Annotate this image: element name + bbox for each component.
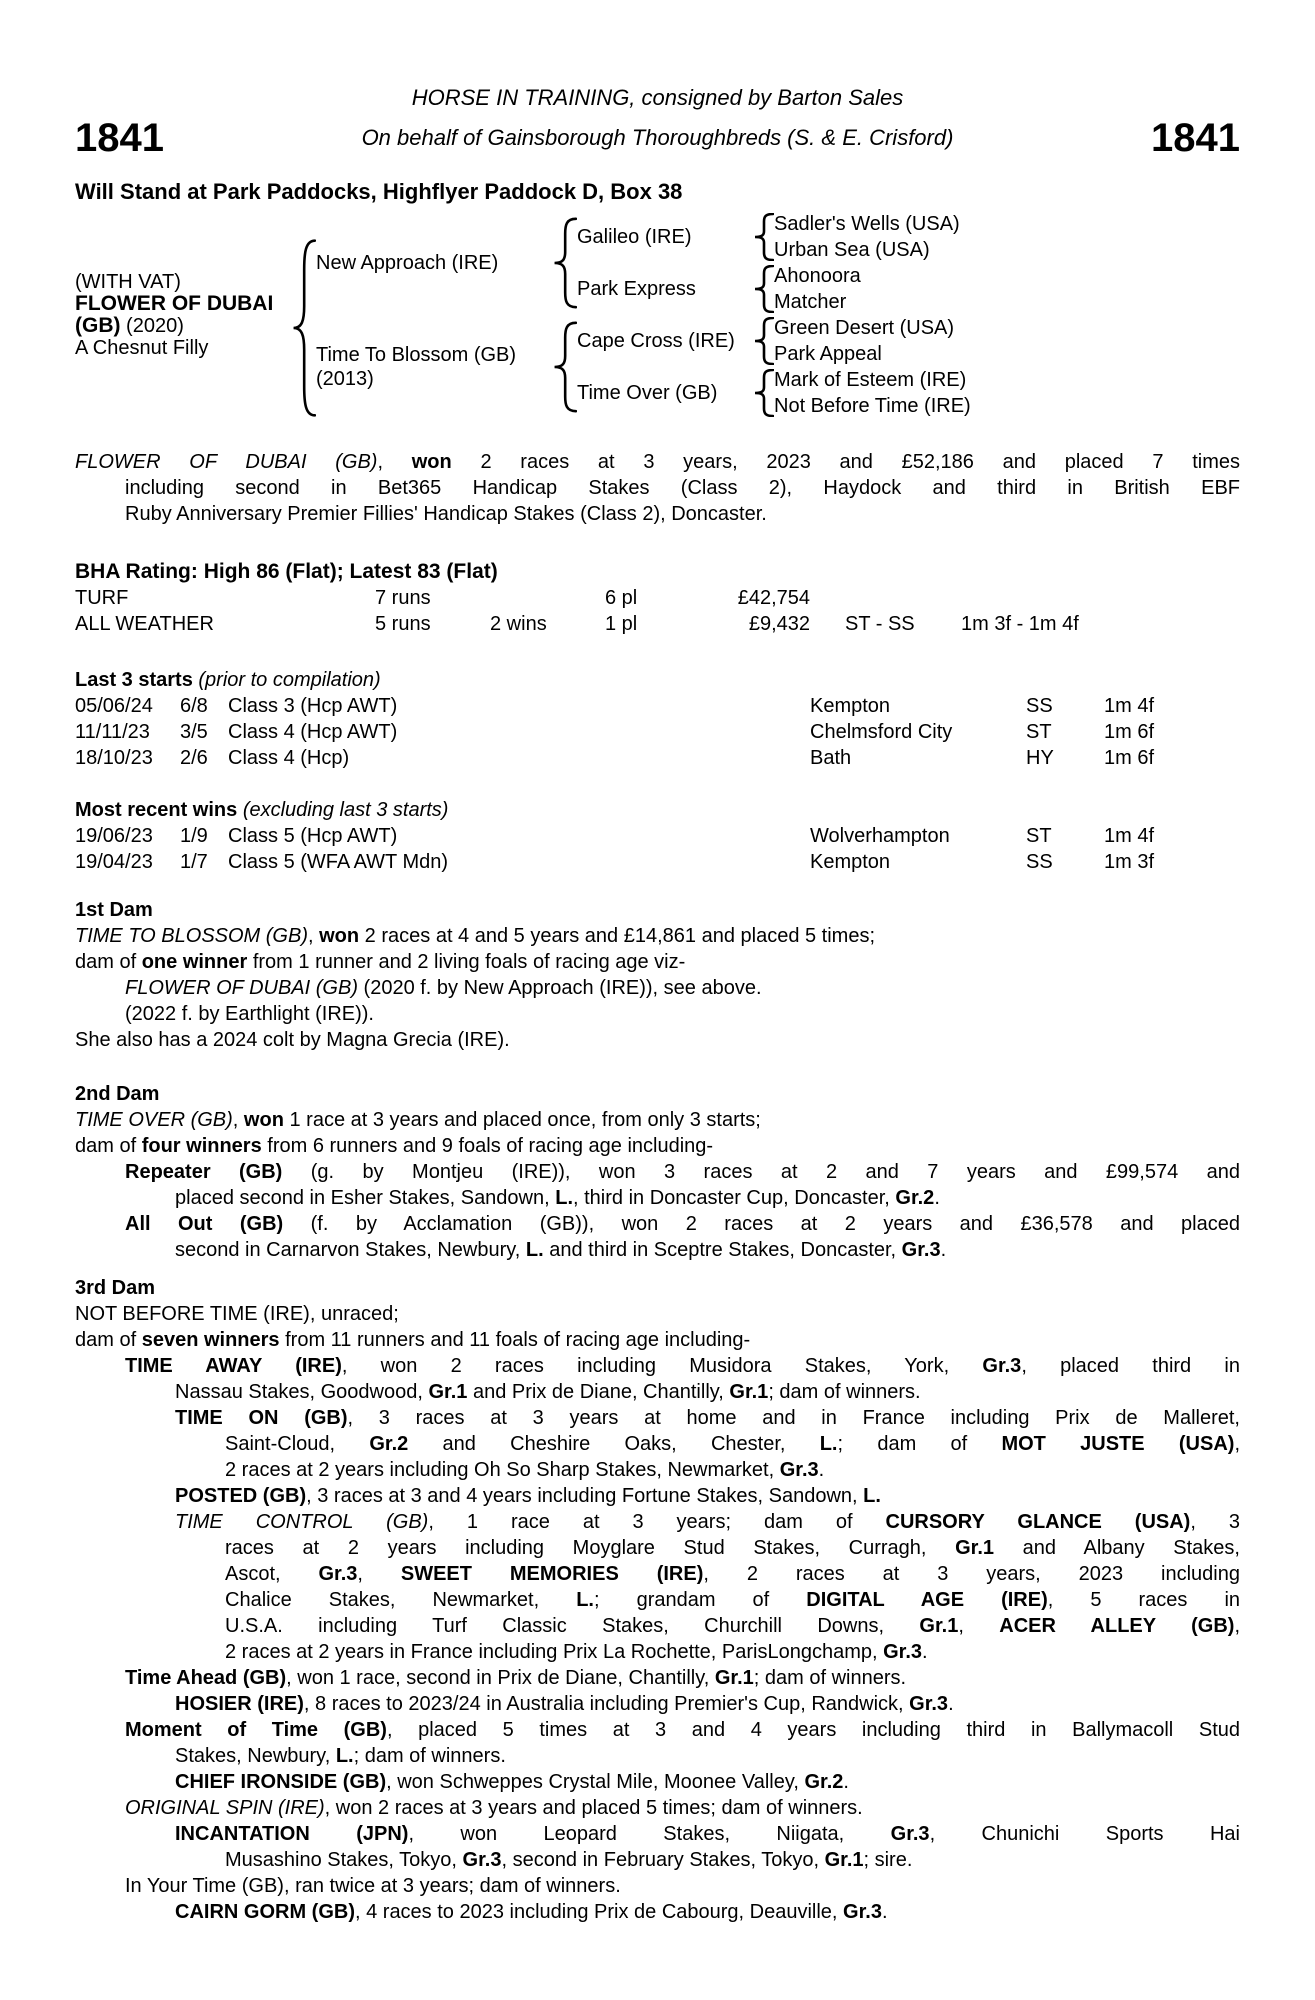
section-heading <box>75 1081 1240 1107</box>
text-line <box>75 1483 1240 1509</box>
text-segment: , <box>1234 1615 1241 1637</box>
text-line <box>75 1211 1240 1237</box>
text-segment: 2 races at 4 and 5 years and £14,861 and placed 5 times; <box>359 925 876 947</box>
text-segment: 2nd Dam <box>75 1083 160 1105</box>
cell-going: ST - SS <box>845 613 915 635</box>
text-segment: won <box>411 451 452 473</box>
text-line <box>75 1639 1240 1665</box>
cell-wins <box>490 585 605 611</box>
text-segment: CAIRN GORM (GB) <box>175 1901 355 1923</box>
text-segment: Gr.3 <box>843 1901 882 1923</box>
text-segment: INCANTATION (JPN) <box>175 1823 409 1845</box>
cell-date: 18/10/23 <box>75 747 153 769</box>
cell-going: ST <box>1026 721 1052 743</box>
cell-pos: 1/9 <box>180 825 208 847</box>
text-line <box>75 1405 1240 1431</box>
text-line <box>75 1847 1240 1873</box>
text-segment: . <box>948 1693 954 1715</box>
text-segment: , 3 races at 3 years at home and in France including Prix de Malleret, <box>347 1407 1240 1429</box>
text-segment: , 4 races to 2023 including Prix de Cabourg, Deauville, <box>354 1901 844 1923</box>
text-segment: , won 2 races at 3 years and placed 5 times; dam of winners. <box>324 1797 863 1819</box>
text-line <box>75 1587 1240 1613</box>
text-segment: . <box>922 1641 928 1663</box>
text-segment: L. <box>335 1745 354 1767</box>
text-segment: , won Schweppes Crystal Mile, Moonee Valley, <box>386 1771 805 1793</box>
text-segment: ; dam of <box>837 1433 1002 1455</box>
cell-track: Kempton <box>810 695 891 717</box>
dam-dam-name: Time Over (GB) <box>577 382 718 404</box>
text-segment: (2022 f. by Earthlight (IRE)). <box>125 1003 374 1025</box>
text-line <box>75 1795 1240 1821</box>
text-line <box>75 1185 1240 1211</box>
text-segment: FLOWER OF DUBAI (GB) <box>75 451 378 473</box>
text-segment: won <box>319 925 360 947</box>
lot-number-left: 1841 <box>75 116 164 160</box>
cell-pos: 1/7 <box>180 851 208 873</box>
text-segment: Nassau Stakes, Goodwood, <box>175 1381 429 1403</box>
text-segment: L. <box>576 1589 594 1611</box>
text-segment: Gr.1 <box>955 1537 994 1559</box>
section-heading <box>75 1275 1240 1301</box>
text-segment: 1 race at 3 years and placed once, from only 3 starts; <box>283 1109 761 1131</box>
text-segment: L. <box>863 1485 881 1507</box>
text-segment: ; dam of winners. <box>753 1667 907 1689</box>
text-segment: Stakes, Newbury, <box>175 1745 336 1767</box>
text-segment: Most recent wins <box>75 799 238 821</box>
table-row <box>75 719 1240 745</box>
text-line <box>75 1001 1240 1027</box>
text-line <box>75 1457 1240 1483</box>
text-segment: , <box>377 451 412 473</box>
text-segment: Chalice Stakes, Newmarket, <box>225 1589 577 1611</box>
text-line <box>75 1107 1240 1133</box>
cell-date: 19/04/23 <box>75 851 153 873</box>
text-segment: 2 races at 2 years including Oh So Sharp Stakes, Newmarket, <box>225 1459 780 1481</box>
text-segment: , <box>232 1109 244 1131</box>
cell-track: Kempton <box>810 851 891 873</box>
text-segment: Ruby Anniversary Premier Fillies' Handicap Stakes (Class 2), Doncaster. <box>125 503 767 525</box>
text-segment: L. <box>555 1187 574 1209</box>
text-segment: Gr.2 <box>895 1187 935 1209</box>
text-segment: Gr.3 <box>890 1823 930 1845</box>
text-segment: Musashino Stakes, Tokyo, <box>225 1849 463 1871</box>
text-segment: from 11 runners and 11 foals of racing age including- <box>279 1329 751 1351</box>
cell-date: 05/06/24 <box>75 695 153 717</box>
text-segment: SWEET MEMORIES (IRE) <box>400 1563 704 1585</box>
text-segment: ACER ALLEY (GB) <box>999 1615 1235 1637</box>
gen4-name: Urban Sea (USA) <box>774 239 930 261</box>
text-segment: Saint-Cloud, <box>225 1433 370 1455</box>
text-segment: (excluding last 3 starts) <box>237 799 449 821</box>
text-segment: , <box>308 925 320 947</box>
text-segment: . <box>881 1901 888 1923</box>
text-segment: including second in Bet365 Handicap Stakes (Class 2), Haydock and third in British EBF <box>125 477 1240 499</box>
text-line <box>75 975 1240 1001</box>
dam-name: Time To Blossom (GB) <box>316 344 517 366</box>
text-segment: Ascot, <box>225 1563 319 1585</box>
text-line <box>75 1535 1240 1561</box>
text-segment: (f. by Acclamation (GB)), won 2 races at 2 years and £36,578 and placed <box>283 1213 1240 1235</box>
cell-going: ST <box>1026 825 1052 847</box>
cell-dist: 1m 6f <box>1104 721 1155 743</box>
dam-brace-icon <box>551 315 577 419</box>
gen4-name: Mark of Esteem (IRE) <box>774 369 967 391</box>
horse-suffix-year <box>75 315 290 337</box>
recent-wins-heading <box>75 797 1240 823</box>
dam-year: (2013) <box>316 368 374 390</box>
gen4-name: Park Appeal <box>774 343 882 365</box>
text-segment: , 8 races to 2023/24 in Australia including Premier's Cup, Randwick, <box>303 1693 910 1715</box>
cell-pos: 2/6 <box>180 747 208 769</box>
text-segment: and Albany Stakes, <box>994 1537 1240 1559</box>
text-segment: . <box>843 1771 849 1793</box>
cell-going: SS <box>1026 695 1053 717</box>
text-segment: Gr.3 <box>909 1693 949 1715</box>
text-segment: ; dam of winners. <box>353 1745 506 1767</box>
text-line <box>75 1899 1240 1925</box>
cell-track: Chelmsford City <box>810 721 953 743</box>
text-segment: . <box>934 1187 940 1209</box>
sire-name: New Approach (IRE) <box>316 252 499 274</box>
dam-block <box>316 315 551 419</box>
cell-going: HY <box>1026 747 1054 769</box>
text-segment: POSTED (GB) <box>175 1485 307 1507</box>
gen3-brace-icon <box>752 263 774 315</box>
cell-race: Class 4 (Hcp) <box>228 747 350 769</box>
text-segment: from 6 runners and 9 foals of racing age including- <box>261 1135 714 1157</box>
text-segment: Gr.3 <box>318 1563 358 1585</box>
cell-going: SS <box>1026 851 1053 873</box>
text-segment: , Chunichi Sports Hai <box>929 1823 1240 1845</box>
last-starts-section <box>75 667 1240 771</box>
cell-wins: 2 wins <box>490 613 547 635</box>
main-brace-icon <box>290 237 316 419</box>
table-row <box>75 849 1240 875</box>
text-line <box>75 1327 1240 1353</box>
cell-pos: 3/5 <box>180 721 208 743</box>
text-segment: , placed 5 times at 3 and 4 years including third in Ballymacoll Stud <box>386 1719 1240 1741</box>
text-segment: , won Leopard Stakes, Niigata, <box>408 1823 891 1845</box>
text-segment: MOT JUSTE (USA) <box>1001 1433 1235 1455</box>
text-segment: ; grandam of <box>593 1589 807 1611</box>
text-line <box>75 1665 1240 1691</box>
cell-dist <box>961 585 1240 611</box>
text-line <box>75 1821 1240 1847</box>
text-segment: Last 3 starts <box>75 669 193 691</box>
bha-rating-section <box>75 559 1240 637</box>
cell-earnings: £9,432 <box>748 613 810 635</box>
text-segment: second in Carnarvon Stakes, Newbury, <box>175 1239 526 1261</box>
text-segment: , 3 races at 3 and 4 years including Fortune Stakes, Sandown, <box>306 1485 864 1507</box>
text-segment: four winners <box>141 1135 262 1157</box>
text-segment: Time Ahead (GB) <box>125 1667 287 1689</box>
text-segment: Gr.2 <box>804 1771 844 1793</box>
text-segment: ; sire. <box>863 1849 913 1871</box>
cell-going <box>810 585 961 611</box>
text-line <box>75 1873 1240 1899</box>
text-segment: L. <box>525 1239 544 1261</box>
cell-dist: 1m 3f - 1m 4f <box>961 613 1079 635</box>
cell-date: 11/11/23 <box>75 721 150 743</box>
text-segment: ; dam of winners. <box>768 1381 921 1403</box>
gen4-name: Ahonoora <box>774 265 861 287</box>
text-segment: Gr.3 <box>462 1849 502 1871</box>
text-segment: races at 2 years including Moyglare Stud Stakes, Curragh, <box>225 1537 956 1559</box>
text-segment: , second in February Stakes, Tokyo, <box>501 1849 825 1871</box>
text-line <box>75 1027 1240 1053</box>
horse-description: A Chesnut Filly <box>75 337 209 359</box>
text-line <box>75 923 1240 949</box>
text-segment: CHIEF IRONSIDE (GB) <box>175 1771 387 1793</box>
table-row <box>75 611 1240 637</box>
text-line <box>75 501 1240 527</box>
second-dam-section <box>75 1081 1240 1263</box>
text-segment: . <box>818 1459 825 1481</box>
text-segment: and third in Sceptre Stakes, Doncaster, <box>543 1239 902 1261</box>
text-line <box>75 1743 1240 1769</box>
text-segment: , 2 races at 3 years, 2023 including <box>703 1563 1240 1585</box>
text-segment: (g. by Montjeu (IRE)), won 3 races at 2 and 7 years and £99,574 and <box>282 1161 1240 1183</box>
text-segment: TIME OVER (GB) <box>75 1109 233 1131</box>
text-segment: 2 races at 3 years, 2023 and £52,186 and placed 7 times <box>451 451 1241 473</box>
text-segment: , placed third in <box>1021 1355 1240 1377</box>
text-line <box>75 1613 1240 1639</box>
cell-race: Class 4 (Hcp AWT) <box>228 721 398 743</box>
table-row <box>75 693 1240 719</box>
text-segment: won <box>243 1109 284 1131</box>
text-line <box>75 1133 1240 1159</box>
text-segment: (2020 f. by New Approach (IRE)), see above. <box>357 977 762 999</box>
recent-wins-section <box>75 797 1240 875</box>
text-segment: Gr.3 <box>982 1355 1022 1377</box>
text-segment: placed second in Esher Stakes, Sandown, <box>175 1187 556 1209</box>
cell-dist: 1m 3f <box>1104 851 1155 873</box>
text-segment: TIME CONTROL (GB) <box>175 1511 429 1533</box>
text-segment: dam of <box>75 951 142 973</box>
text-segment: She also has a 2024 colt by Magna Grecia (IRE). <box>75 1029 510 1051</box>
text-segment: one winner <box>141 951 248 973</box>
text-segment: Gr.1 <box>428 1381 468 1403</box>
cell-pl: 6 pl <box>605 587 638 609</box>
bha-rating-table <box>75 585 1240 637</box>
text-segment: TIME ON (GB) <box>175 1407 348 1429</box>
cell-dist: 1m 4f <box>1104 825 1155 847</box>
bha-rating-heading: BHA Rating: High 86 (Flat); Latest 83 (Flat) <box>75 560 498 583</box>
text-segment: U.S.A. including Turf Classic Stakes, Churchill Downs, <box>225 1615 920 1637</box>
text-segment: CURSORY GLANCE (USA) <box>885 1511 1191 1533</box>
last-starts-table <box>75 693 1240 771</box>
cell-dist: 1m 4f <box>1104 695 1155 717</box>
cell-earnings: £42,754 <box>737 587 810 609</box>
stand-location: Will Stand at Park Paddocks, Highflyer Paddock D, Box 38 <box>75 179 683 204</box>
race-record-section <box>75 449 1240 527</box>
text-segment: Gr.1 <box>824 1849 864 1871</box>
dam-sire-name: Cape Cross (IRE) <box>577 330 735 352</box>
consignment-line: HORSE IN TRAINING, consigned by Barton Sales <box>411 85 904 110</box>
text-segment: , 5 races in <box>1047 1589 1241 1611</box>
table-row <box>75 745 1240 771</box>
text-segment: TIME TO BLOSSOM (GB) <box>75 925 308 947</box>
text-line <box>75 1561 1240 1587</box>
last-starts-heading <box>75 667 1240 693</box>
text-segment: and Cheshire Oaks, Chester, <box>408 1433 820 1455</box>
third-dam-section <box>75 1275 1240 1925</box>
first-dam-section <box>75 897 1240 1053</box>
text-line <box>75 1691 1240 1717</box>
text-line <box>75 1353 1240 1379</box>
text-segment: , 3 <box>1190 1511 1240 1533</box>
section-heading <box>75 897 1240 923</box>
vat-note: (WITH VAT) <box>75 271 181 293</box>
sire-dam-name: Park Express <box>577 278 696 300</box>
text-segment: NOT BEFORE TIME (IRE), unraced; <box>75 1303 399 1325</box>
horse-info-block <box>75 211 290 419</box>
text-line <box>75 1237 1240 1263</box>
text-segment: HOSIER (IRE) <box>175 1693 304 1715</box>
cell-track: Bath <box>810 747 852 769</box>
gen4-name: Green Desert (USA) <box>774 317 955 339</box>
text-segment: Repeater (GB) <box>125 1161 283 1183</box>
text-segment: All Out (GB) <box>125 1213 284 1235</box>
text-segment: Moment of Time (GB) <box>125 1719 387 1741</box>
text-segment: , won 1 race, second in Prix de Diane, Chantilly, <box>286 1667 715 1689</box>
sire-sire-name: Galileo (IRE) <box>577 226 692 248</box>
cell-dist: 1m 6f <box>1104 747 1155 769</box>
cell-track: Wolverhampton <box>810 825 950 847</box>
horse-name: FLOWER OF DUBAI <box>75 292 274 315</box>
cell-race: Class 5 (Hcp AWT) <box>228 825 398 847</box>
horse-suffix: (GB) <box>75 314 121 337</box>
text-line <box>75 1379 1240 1405</box>
cell-pl: 1 pl <box>605 613 638 635</box>
text-segment: (prior to compilation) <box>192 669 381 691</box>
sire-brace-icon <box>551 211 577 315</box>
text-segment: seven winners <box>141 1329 280 1351</box>
text-segment: In Your Time (GB), ran twice at 3 years; dam of winners. <box>125 1875 621 1897</box>
text-segment: ORIGINAL SPIN (IRE) <box>125 1797 325 1819</box>
text-segment: TIME AWAY (IRE) <box>125 1355 342 1377</box>
text-segment: L. <box>819 1433 838 1455</box>
cell-date: 19/06/23 <box>75 825 153 847</box>
text-segment: , third in Doncaster Cup, Doncaster, <box>573 1187 896 1209</box>
cell-runs: 7 runs <box>375 587 431 609</box>
text-segment: from 1 runner and 2 living foals of racing age viz- <box>247 951 686 973</box>
text-segment: , won 2 races including Musidora Stakes, York, <box>341 1355 983 1377</box>
text-segment: DIGITAL AGE (IRE) <box>806 1589 1048 1611</box>
pedigree-table <box>75 211 1240 419</box>
cell-surface: ALL WEATHER <box>75 613 214 635</box>
text-line <box>75 1301 1240 1327</box>
gen4-name: Sadler's Wells (USA) <box>774 213 960 235</box>
text-line <box>75 475 1240 501</box>
text-segment: 2 races at 2 years in France including Prix La Rochette, ParisLongchamp, <box>225 1641 884 1663</box>
text-segment: 1st Dam <box>75 899 153 921</box>
text-segment: , <box>1234 1433 1240 1455</box>
cell-runs: 5 runs <box>375 613 431 635</box>
text-segment: Gr.1 <box>729 1381 769 1403</box>
lot-number-right: 1841 <box>1151 116 1240 160</box>
text-segment: Gr.2 <box>369 1433 409 1455</box>
text-segment: Gr.3 <box>883 1641 923 1663</box>
text-segment: dam of <box>75 1135 142 1157</box>
text-line <box>75 1509 1240 1535</box>
text-line <box>75 1769 1240 1795</box>
text-segment: Gr.3 <box>901 1239 941 1261</box>
text-segment: FLOWER OF DUBAI (GB) <box>125 977 358 999</box>
text-line <box>75 449 1240 475</box>
text-segment: Gr.1 <box>919 1615 959 1637</box>
table-row <box>75 585 1240 611</box>
table-row <box>75 823 1240 849</box>
gen3-brace-icon <box>752 315 774 367</box>
cell-race: Class 5 (WFA AWT Mdn) <box>228 851 449 873</box>
text-segment: dam of <box>75 1329 142 1351</box>
text-segment: . <box>940 1239 947 1261</box>
horse-year: (2020) <box>120 315 184 337</box>
text-segment: , <box>958 1615 1000 1637</box>
text-segment: , 1 race at 3 years; dam of <box>428 1511 886 1533</box>
text-segment: Gr.3 <box>779 1459 819 1481</box>
gen3-brace-icon <box>752 211 774 263</box>
recent-wins-table <box>75 823 1240 875</box>
lot-header-row <box>75 115 1240 161</box>
on-behalf-line: On behalf of Gainsborough Thoroughbreds (S. & E. Crisford) <box>361 125 954 150</box>
cell-race: Class 3 (Hcp AWT) <box>228 695 398 717</box>
text-segment: 3rd Dam <box>75 1277 156 1299</box>
text-line <box>75 1159 1240 1185</box>
text-line <box>75 1717 1240 1743</box>
gen4-name: Matcher <box>774 291 847 313</box>
text-segment: Gr.1 <box>714 1667 754 1689</box>
text-segment: and Prix de Diane, Chantilly, <box>467 1381 730 1403</box>
text-line <box>75 949 1240 975</box>
text-segment: , <box>357 1563 401 1585</box>
cell-surface: TURF <box>75 587 129 609</box>
cell-pos: 6/8 <box>180 695 208 717</box>
text-line <box>75 1431 1240 1457</box>
gen3-brace-icon <box>752 367 774 419</box>
gen4-name: Not Before Time (IRE) <box>774 395 971 417</box>
